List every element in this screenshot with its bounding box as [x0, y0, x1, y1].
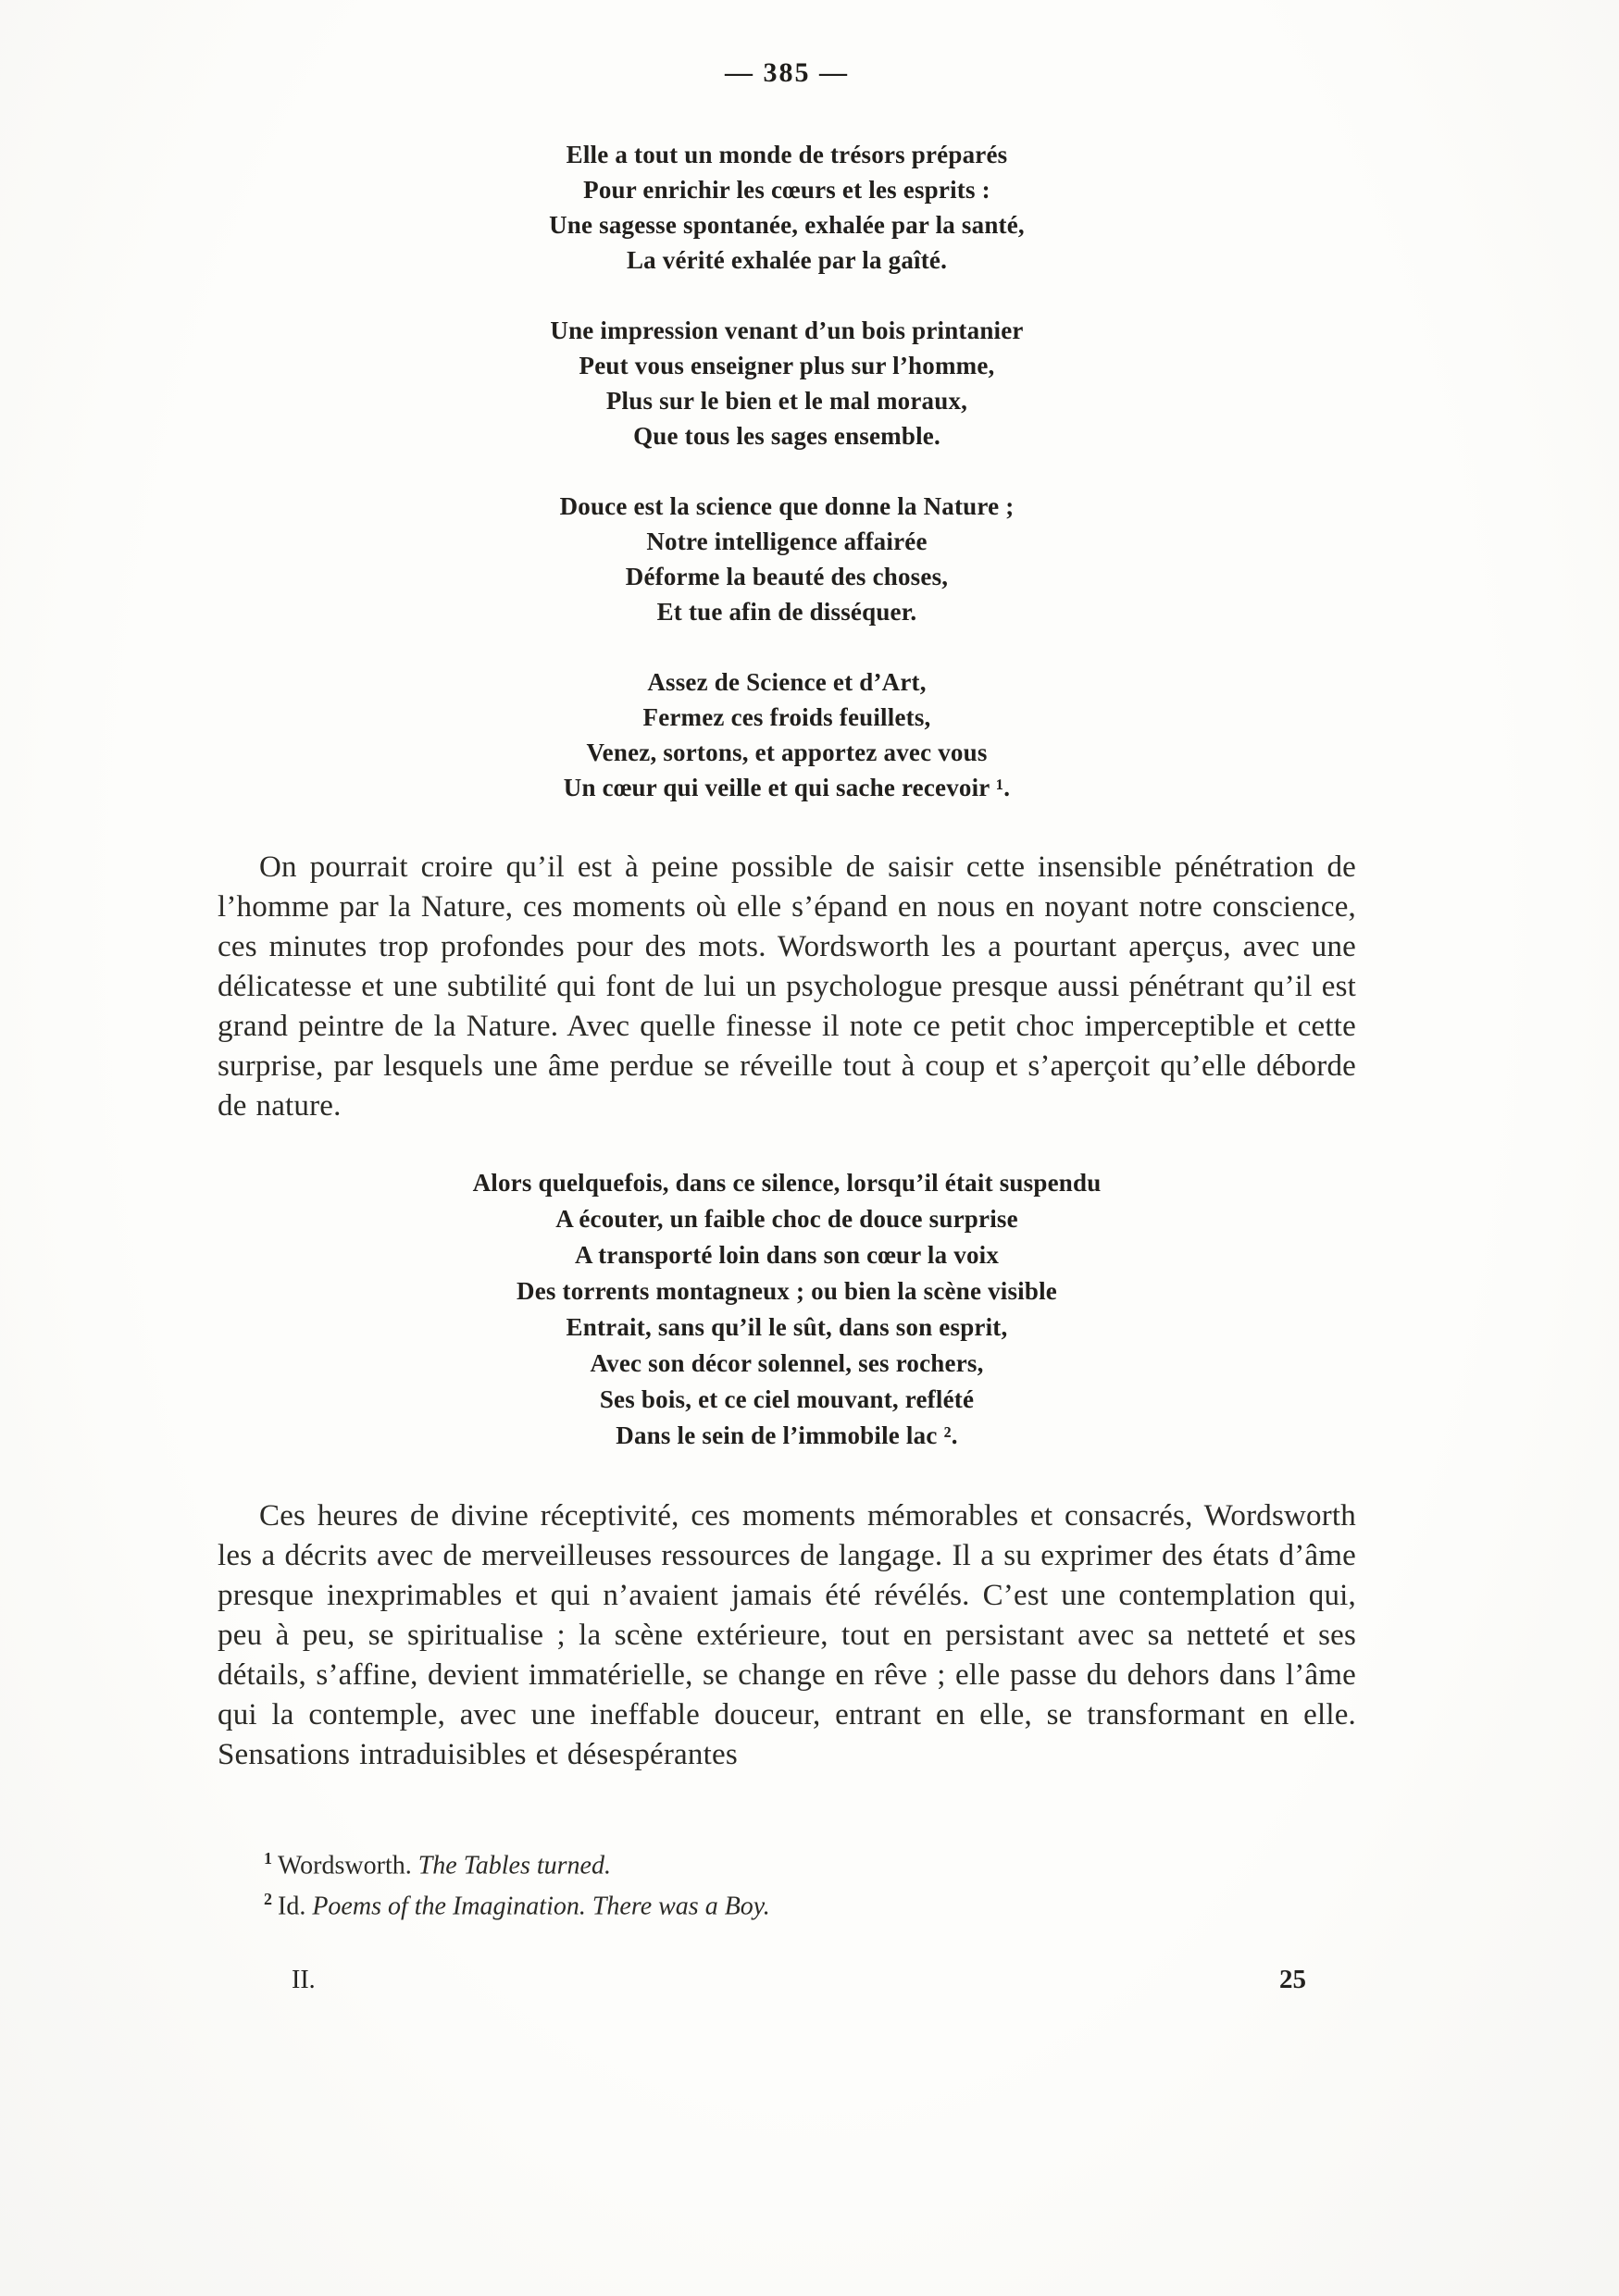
- footnotes-block: [264, 1842, 1356, 1924]
- verse-line: Plus sur le bien et le mal moraux,: [605, 387, 968, 415]
- verse-line: Notre intelligence affairée: [646, 527, 928, 555]
- verse-line: Déforme la beauté des choses,: [625, 563, 949, 590]
- volume-label: II.: [292, 1965, 316, 1994]
- verse-line: A transporté loin dans son cœur la voix: [574, 1241, 1000, 1269]
- verse-block-top: [218, 137, 1356, 805]
- prose-paragraph-2: Ces heures de divine réceptivité, ces moments mémorables et consacrés, Wordsworth les a décrits avec de merveilleuses ressources de langage. Il a su exprimer des états d’âme presque inexprimables et qui n’avaient jamais été révélés. C’est une contemplation qui, peu à peu, se spiritualise ; la scène extérieure, tout en persistant avec sa netteté et ses détails, s’affine, devient immatérielle, se change en rêve ; elle passe du dehors dans l’âme qui la contemple, avec une ineffable douceur, entrant en elle, se transformant en elle. Sensations intraduisibles et désespérantes: [218, 1499, 1356, 1771]
- verse-line: Assez de Science et d’Art,: [647, 668, 927, 696]
- verse-line: Un cœur qui veille et qui sache recevoir ¹.: [563, 774, 1011, 801]
- verse-stanza-4: [218, 664, 1356, 805]
- verse-line: Fermez ces froids feuillets,: [642, 703, 931, 731]
- verse-line: Venez, sortons, et apportez avec vous: [586, 738, 988, 766]
- footnote-work-title: The Tables turned.: [417, 1851, 611, 1880]
- page-number: — 385 —: [725, 57, 849, 88]
- verse-line: Une sagesse spontanée, exhalée par la santé,: [549, 211, 1025, 239]
- verse-line: Pour enrichir les cœurs et les esprits :: [583, 176, 990, 204]
- verse-line: Dans le sein de l’immobile lac ².: [616, 1421, 958, 1449]
- verse-line: Avec son décor solennel, ses rochers,: [590, 1349, 984, 1377]
- verse-line: Peut vous enseigner plus sur l’homme,: [579, 352, 995, 379]
- footnote-2: [264, 1882, 1356, 1923]
- verse-line: Et tue afin de disséquer.: [656, 598, 917, 626]
- verse-line: Des torrents montagneux ; ou bien la scène visible: [517, 1277, 1057, 1305]
- verse-stanza-5: [218, 1165, 1356, 1454]
- verse-line: Douce est la science que donne la Nature ;: [559, 492, 1015, 520]
- verse-stanza-3: [218, 489, 1356, 629]
- verse-line: Que tous les sages ensemble.: [633, 422, 940, 450]
- verse-line: Une impression venant d’un bois printanier: [550, 316, 1024, 344]
- prose-paragraph-1: On pourrait croire qu’il est à peine possible de saisir cette insensible pénétration de l’homme par la Nature, ces moments où elle s’épand en nous en noyant notre conscience, ces minutes trop profondes pour des mots. Wordsworth les a pourtant aperçus, avec une délicatesse et une subtilité qui font de lui un psychologue presque aussi pénétrant qu’il est grand peintre de la Nature. Avec quelle finesse il note ce petit choc imperceptible et cette surprise, par lesquels une âme perdue se réveille tout à coup et s’aperçoit qu’elle déborde de nature.: [218, 850, 1356, 1123]
- verse-line: Ses bois, et ce ciel mouvant, reflété: [599, 1385, 975, 1413]
- footnote-marker: 2: [264, 1890, 272, 1909]
- footnote-source: Wordsworth.: [278, 1851, 412, 1880]
- verse-line: A écouter, un faible choc de douce surprise: [555, 1205, 1018, 1233]
- verse-line: Entrait, sans qu’il le sût, dans son esprit,: [566, 1313, 1008, 1341]
- verse-line: Elle a tout un monde de trésors préparés: [566, 141, 1008, 168]
- verse-stanza-1: [218, 137, 1356, 278]
- footnote-work-title: Poems of the Imagination. There was a Boy.: [312, 1892, 770, 1921]
- page-footer: [218, 1965, 1356, 1995]
- verse-line: Alors quelquefois, dans ce silence, lorsqu’il était suspendu: [472, 1169, 1102, 1197]
- signature-number: 25: [1279, 1964, 1306, 1994]
- verse-stanza-2: [218, 313, 1356, 453]
- footnote-marker: 1: [264, 1849, 272, 1868]
- footnote-source: Id.: [278, 1892, 306, 1921]
- footnote-1: [264, 1842, 1356, 1882]
- verse-line: La vérité exhalée par la gaîté.: [626, 246, 948, 274]
